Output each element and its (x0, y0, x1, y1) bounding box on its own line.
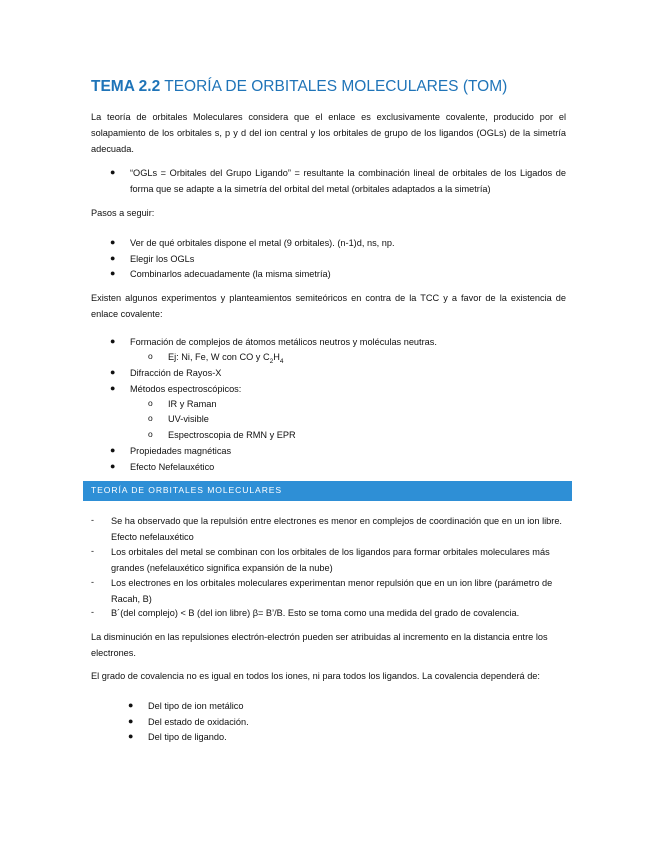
sub-bullet-circle-icon: o (148, 351, 153, 361)
dash-item: Los electrones en los orbitales moleculares experimentan menor repulsión que en un ion libre (parámetro de Racah, B) (111, 578, 553, 604)
sub-bullet-circle-icon: o (148, 398, 153, 408)
bullet-dot-icon: ● (110, 445, 116, 455)
dash-marker: - (91, 546, 94, 556)
evidence-item: Difracción de Rayos-X (130, 368, 222, 378)
dependence-item: Del tipo de ligando. (148, 732, 227, 742)
section-banner-title: TEORÍA DE ORBITALES MOLECULARES (91, 485, 283, 495)
evidence-intro: Existen algunos experimentos y planteamientos semiteóricos en contra de la TCC y a favor de la existencia de enlace covalente: (91, 293, 566, 319)
bullet-dot-icon: ● (110, 253, 116, 263)
repulsion-paragraph: La disminución en las repulsiones electrón-electrón pueden ser atribuidas al incremento en la distancia entre los electrones. (91, 632, 548, 658)
dependence-item: Del estado de oxidación. (148, 717, 249, 727)
step-item: Combinarlos adecuadamente (la misma simetría) (130, 269, 331, 279)
bullet-dot-icon: ● (110, 167, 116, 177)
evidence-item: Propiedades magnéticas (130, 446, 232, 456)
dependence-item: Del tipo de ion metálico (148, 701, 244, 711)
steps-heading: Pasos a seguir: (91, 208, 155, 218)
step-item: Elegir los OGLs (130, 254, 195, 264)
section-banner (83, 481, 572, 501)
bullet-dot-icon: ● (110, 367, 116, 377)
bullet-dot-icon: ● (110, 237, 116, 247)
bullet-dot-icon: ● (110, 336, 116, 346)
ogl-bullet-text: “OGLs = Orbitales del Grupo Ligando” = resultante la combinación lineal de orbitales de los Ligados de forma que se adapte a la simetría del orbital del metal (orbitales adaptados a la simetría) (130, 168, 566, 194)
bullet-dot-icon: ● (110, 461, 116, 471)
dash-item: Se ha observado que la repulsión entre electrones es menor en complejos de coordinación que en un ion libre. Efecto nefelauxético (111, 516, 562, 542)
bullet-dot-icon: ● (110, 268, 116, 278)
page-title (91, 78, 507, 96)
bullet-dot-icon: ● (110, 383, 116, 393)
bullet-dot-icon: ● (128, 700, 134, 710)
evidence-subitem: UV-visible (168, 414, 209, 424)
dash-marker: - (91, 577, 94, 587)
evidence-subitem: IR y Raman (168, 399, 217, 409)
step-item: Ver de qué orbitales dispone el metal (9 orbitales). (n-1)d, ns, np. (130, 238, 395, 248)
sub-bullet-circle-icon: o (148, 429, 153, 439)
dash-marker: - (91, 607, 94, 617)
evidence-subitem: Espectroscopia de RMN y EPR (168, 430, 296, 440)
intro-paragraph: La teoría de orbitales Moleculares considera que el enlace es exclusivamente covalente, producido por el solapamiento de los orbitales s, p y d del ion central y los orbitales de grupo de los ligandos (OGLs) de la simetría adecuada. (91, 112, 566, 154)
evidence-item: Métodos espectroscópicos: (130, 384, 242, 394)
dash-item: Los orbitales del metal se combinan con los orbitales de los ligandos para formar orbitales moleculares más grandes (nefelauxético significa expansión de la nube) (111, 547, 550, 573)
dash-marker: - (91, 515, 94, 525)
title-number: TEMA 2.2 (91, 78, 161, 95)
bullet-dot-icon: ● (128, 731, 134, 741)
dash-item: B´(del complejo) < B (del ion libre) β= B’/B. Esto se toma como una medida del grado de covalencia. (111, 608, 520, 618)
bullet-dot-icon: ● (128, 716, 134, 726)
evidence-item: Formación de complejos de átomos metálicos neutros y moléculas neutras. (130, 337, 437, 347)
title-text: TEORÍA DE ORBITALES MOLECULARES (TOM) (164, 78, 508, 95)
evidence-subitem: Ej: Ni, Fe, W con CO y $C_2H_4$ (168, 352, 284, 365)
evidence-item: Efecto Nefelauxético (130, 462, 215, 472)
covalence-paragraph: El grado de covalencia no es igual en todos los iones, ni para todos los ligandos. La covalencia dependerá de: (91, 671, 540, 681)
sub-bullet-circle-icon: o (148, 413, 153, 423)
